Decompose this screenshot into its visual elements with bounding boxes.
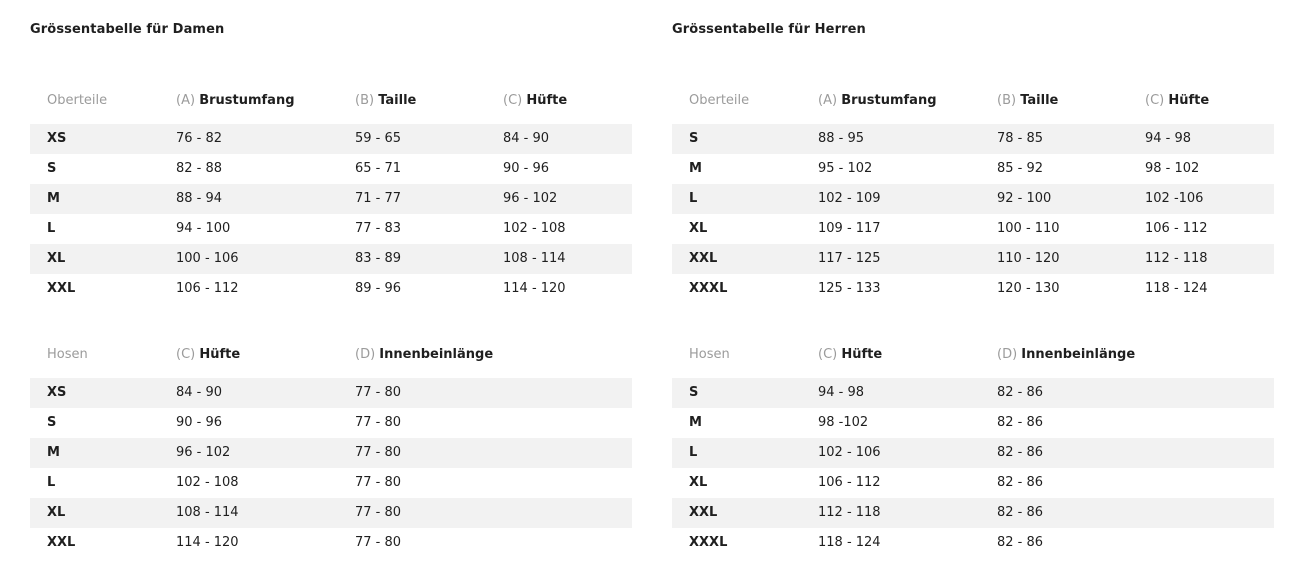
size-label: XL xyxy=(47,251,66,266)
size-label: XL xyxy=(47,505,66,520)
men-section-title: Grössentabelle für Herren xyxy=(672,22,866,37)
size-label: L xyxy=(47,475,56,490)
table-row xyxy=(672,528,1274,558)
table-row xyxy=(672,244,1274,274)
women-tops-table xyxy=(30,86,632,304)
measure-value: 77 - 80 xyxy=(355,445,402,460)
measure-value: 82 - 86 xyxy=(997,445,1044,460)
measure-value: 59 - 65 xyxy=(355,131,402,146)
measure-value: 94 - 98 xyxy=(1145,131,1192,146)
header-column: (C) Hüfte xyxy=(503,93,568,108)
measure-value: 118 - 124 xyxy=(818,535,881,550)
measure-value: 92 - 100 xyxy=(997,191,1052,206)
size-label: XXXL xyxy=(689,535,728,550)
header-column: (C) Hüfte xyxy=(1145,93,1210,108)
measure-value: 76 - 82 xyxy=(176,131,223,146)
size-label: M xyxy=(47,445,60,460)
measure-value: 94 - 100 xyxy=(176,221,231,236)
size-label: XS xyxy=(47,131,67,146)
measure-value: 112 - 118 xyxy=(1145,251,1208,266)
table-row xyxy=(30,154,632,184)
table-row xyxy=(30,244,632,274)
table-row xyxy=(30,528,632,558)
table-header xyxy=(672,86,1274,116)
measure-value: 88 - 94 xyxy=(176,191,223,206)
table-row xyxy=(30,438,632,468)
measure-value: 77 - 80 xyxy=(355,535,402,550)
header-category: Hosen xyxy=(689,347,730,362)
measure-value: 114 - 120 xyxy=(503,281,566,296)
measure-value: 125 - 133 xyxy=(818,281,881,296)
measure-value: 94 - 98 xyxy=(818,385,865,400)
measure-value: 118 - 124 xyxy=(1145,281,1208,296)
measure-value: 106 - 112 xyxy=(176,281,239,296)
measure-value: 96 - 102 xyxy=(503,191,558,206)
measure-value: 84 - 90 xyxy=(176,385,223,400)
table-row xyxy=(672,378,1274,408)
table-row xyxy=(672,124,1274,154)
measure-value: 114 - 120 xyxy=(176,535,239,550)
header-column: (C) Hüfte xyxy=(176,347,241,362)
measure-value: 98 - 102 xyxy=(1145,161,1200,176)
measure-value: 110 - 120 xyxy=(997,251,1060,266)
measure-value: 112 - 118 xyxy=(818,505,881,520)
measure-value: 89 - 96 xyxy=(355,281,402,296)
size-label: M xyxy=(689,161,702,176)
size-label: S xyxy=(689,385,699,400)
header-column: (C) Hüfte xyxy=(818,347,883,362)
measure-value: 77 - 83 xyxy=(355,221,402,236)
measure-value: 77 - 80 xyxy=(355,385,402,400)
table-row xyxy=(672,214,1274,244)
size-label: XS xyxy=(47,385,67,400)
table-row xyxy=(30,184,632,214)
measure-value: 96 - 102 xyxy=(176,445,231,460)
measure-value: 77 - 80 xyxy=(355,475,402,490)
header-column: (B) Taille xyxy=(355,93,417,108)
measure-value: 71 - 77 xyxy=(355,191,402,206)
men-pants-table xyxy=(672,340,1274,558)
measure-value: 102 - 108 xyxy=(503,221,566,236)
measure-value: 106 - 112 xyxy=(818,475,881,490)
measure-value: 78 - 85 xyxy=(997,131,1044,146)
men-tops-table xyxy=(672,86,1274,304)
table-header xyxy=(30,340,632,370)
table-row xyxy=(672,274,1274,304)
table-header xyxy=(672,340,1274,370)
size-label: XXL xyxy=(47,535,76,550)
measure-value: 90 - 96 xyxy=(176,415,223,430)
measure-value: 109 - 117 xyxy=(818,221,881,236)
header-column: (A) Brustumfang xyxy=(176,93,295,108)
measure-value: 82 - 86 xyxy=(997,475,1044,490)
table-row xyxy=(672,468,1274,498)
measure-value: 102 - 106 xyxy=(818,445,881,460)
measure-value: 102 - 109 xyxy=(818,191,881,206)
measure-value: 100 - 106 xyxy=(176,251,239,266)
measure-value: 95 - 102 xyxy=(818,161,873,176)
size-label: S xyxy=(47,415,57,430)
measure-value: 88 - 95 xyxy=(818,131,865,146)
measure-value: 117 - 125 xyxy=(818,251,881,266)
measure-value: 85 - 92 xyxy=(997,161,1044,176)
measure-value: 90 - 96 xyxy=(503,161,550,176)
table-row xyxy=(30,124,632,154)
size-label: XXL xyxy=(689,505,718,520)
header-column: (A) Brustumfang xyxy=(818,93,937,108)
measure-value: 100 - 110 xyxy=(997,221,1060,236)
measure-value: 65 - 71 xyxy=(355,161,402,176)
measure-value: 83 - 89 xyxy=(355,251,402,266)
size-label: L xyxy=(47,221,56,236)
table-row xyxy=(672,438,1274,468)
table-row xyxy=(672,184,1274,214)
measure-value: 84 - 90 xyxy=(503,131,550,146)
header-category: Oberteile xyxy=(47,93,108,108)
table-header xyxy=(30,86,632,116)
header-category: Oberteile xyxy=(689,93,750,108)
table-row xyxy=(672,498,1274,528)
measure-value: 98 -102 xyxy=(818,415,869,430)
women-section-title: Grössentabelle für Damen xyxy=(30,22,225,37)
measure-value: 108 - 114 xyxy=(503,251,566,266)
table-row xyxy=(672,154,1274,184)
table-row xyxy=(30,408,632,438)
header-column: (B) Taille xyxy=(997,93,1059,108)
size-label: M xyxy=(47,191,60,206)
header-column: (D) Innenbeinlänge xyxy=(997,347,1136,362)
measure-value: 82 - 86 xyxy=(997,535,1044,550)
table-row xyxy=(30,468,632,498)
measure-value: 120 - 130 xyxy=(997,281,1060,296)
header-column: (D) Innenbeinlänge xyxy=(355,347,494,362)
measure-value: 82 - 86 xyxy=(997,505,1044,520)
measure-value: 82 - 86 xyxy=(997,415,1044,430)
size-label: S xyxy=(47,161,57,176)
size-label: XXL xyxy=(689,251,718,266)
size-label: L xyxy=(689,445,698,460)
table-row xyxy=(30,274,632,304)
size-label: M xyxy=(689,415,702,430)
size-label: XXXL xyxy=(689,281,728,296)
measure-value: 82 - 86 xyxy=(997,385,1044,400)
measure-value: 102 - 108 xyxy=(176,475,239,490)
size-label: L xyxy=(689,191,698,206)
measure-value: 77 - 80 xyxy=(355,505,402,520)
measure-value: 108 - 114 xyxy=(176,505,239,520)
measure-value: 82 - 88 xyxy=(176,161,223,176)
measure-value: 102 -106 xyxy=(1145,191,1204,206)
table-row xyxy=(30,214,632,244)
table-row xyxy=(30,498,632,528)
size-label: XL xyxy=(689,221,708,236)
header-category: Hosen xyxy=(47,347,88,362)
size-label: XXL xyxy=(47,281,76,296)
measure-value: 106 - 112 xyxy=(1145,221,1208,236)
measure-value: 77 - 80 xyxy=(355,415,402,430)
women-pants-table xyxy=(30,340,632,558)
size-label: S xyxy=(689,131,699,146)
table-row xyxy=(30,378,632,408)
table-row xyxy=(672,408,1274,438)
size-label: XL xyxy=(689,475,708,490)
